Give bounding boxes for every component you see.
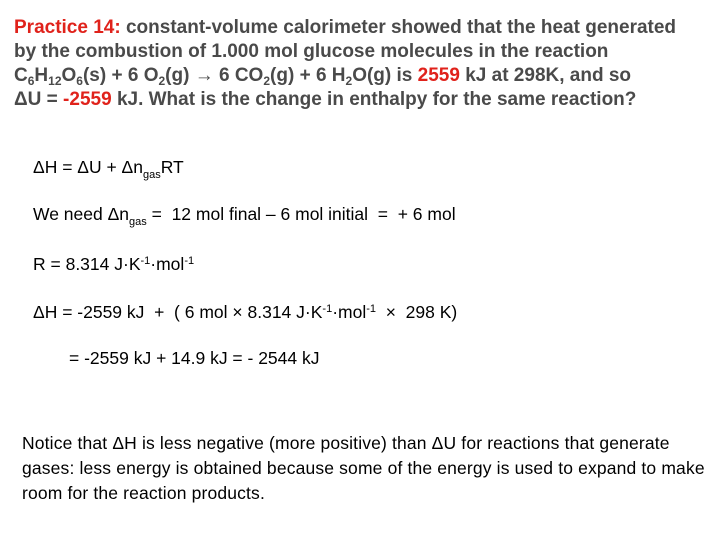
problem-line-2: by the combustion of 1.000 mol glucose molecules in the reaction <box>14 41 609 62</box>
delta-u-prefix: ΔU = <box>14 89 58 110</box>
practice-label: Practice 14: <box>14 17 121 38</box>
delta-n-prefix: We need Δn <box>33 204 130 224</box>
hydrogen-subscript: 12 <box>48 74 62 88</box>
delta-n-gas-subscript: gas <box>129 216 147 228</box>
heat-value: 2559 <box>417 65 460 86</box>
problem-line-1-text: constant-volume calorimeter showed that the heat generated <box>125 17 677 38</box>
equation-part-d: O(g) is <box>352 65 413 86</box>
co2-subscript: 2 <box>263 74 271 88</box>
practice-problem <box>14 16 714 112</box>
gas-constant-mol: ·mol <box>150 254 185 274</box>
equation-part-e: kJ at 298K, and so <box>465 65 632 86</box>
problem-line-1 <box>14 16 714 40</box>
problem-line-3-equation <box>14 64 714 88</box>
mol-exponent-2: -1 <box>366 303 376 315</box>
delta-n-gas-line <box>33 203 456 228</box>
equation-part-a: (s) + 6 O <box>82 65 159 86</box>
carbon-subscript: 6 <box>27 74 35 88</box>
oxygen-symbol: O <box>61 65 77 86</box>
delta-h-mol: ·mol <box>332 302 367 322</box>
equation-part-b: (g) → 6 CO <box>165 65 264 86</box>
kelvin-exponent: -1 <box>140 255 151 267</box>
hydrogen-symbol: H <box>34 65 49 86</box>
problem-line-4 <box>14 88 714 112</box>
kelvin-exponent-2: -1 <box>322 303 333 315</box>
delta-u-value: -2559 <box>63 89 112 110</box>
oxygen-subscript: 6 <box>76 74 83 88</box>
delta-h-calculation <box>33 301 457 323</box>
delta-h-result: = -2559 kJ + 14.9 kJ = - 2544 kJ <box>69 348 320 368</box>
o2-subscript: 2 <box>158 74 166 88</box>
gas-constant-line <box>33 253 194 275</box>
enthalpy-formula <box>33 156 184 181</box>
formula-gas-subscript: gas <box>142 169 161 181</box>
formula-tail: RT <box>160 157 184 177</box>
h2o-subscript: 2 <box>345 74 353 88</box>
formula-main: ΔH = ΔU + Δn <box>33 157 143 177</box>
delta-n-rest: = 12 mol final – 6 mol initial = + 6 mol <box>146 204 456 224</box>
problem-question: kJ. What is the change in enthalpy for the same reaction? <box>116 89 637 110</box>
gas-constant-prefix: R = 8.314 J·K <box>33 254 141 274</box>
notice-paragraph: Notice that ΔH is less negative (more positive) than ΔU for reactions that generate gases: less energy is obtained because some of the energy is used to expand to make room for the reaction products. <box>22 433 705 503</box>
delta-h-prefix: ΔH = -2559 kJ + ( 6 mol × 8.314 J·K <box>33 302 323 322</box>
carbon-symbol: C <box>14 65 28 86</box>
mol-exponent: -1 <box>184 255 195 267</box>
delta-h-tail: × 298 K) <box>376 302 458 322</box>
equation-part-c: (g) + 6 H <box>270 65 346 86</box>
